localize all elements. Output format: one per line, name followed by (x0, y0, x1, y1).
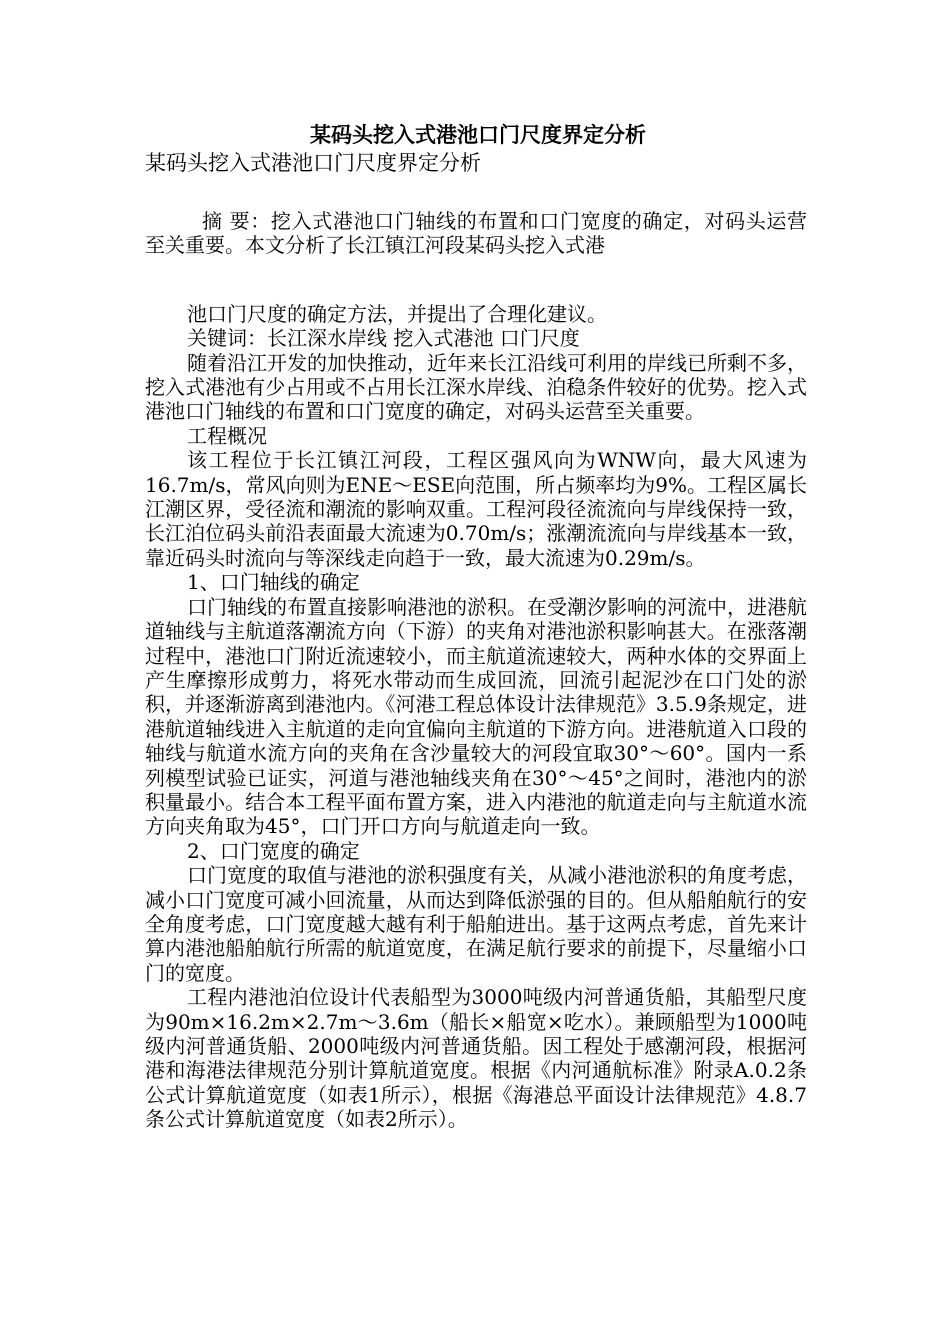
abstract-continuation: 池口门尺度的确定方法，并提出了合理化建议。 (187, 301, 607, 326)
width-paragraph: 口门宽度的取值与港池的淤积强度有关，从减小港池淤积的角度考虑，减小口门宽度可减小回流量，从而达到降低淤强的目的。但从船舶航行的安全角度考虑，口门宽度越大越有利于船舶进出。基于这两点考虑，首先来计算内港池船舶航行所需的航道宽度，在满足航行要求的前提下，尽量缩小口门的宽度。 (145, 863, 807, 985)
section-heading-overview: 工程概况 (187, 423, 267, 448)
keywords-line: 关键词：长江深水岸线 挖入式港池 口门尺度 (187, 326, 580, 351)
document-page (145, 120, 807, 1132)
document-title: 某码头挖入式港池口门尺度界定分析 (310, 122, 646, 147)
document-subtitle: 某码头挖入式港池口门尺度界定分析 (145, 151, 481, 175)
axis-paragraph: 口门轴线的布置直接影响港池的淤积。在受潮汐影响的河流中，进港航道轴线与主航道落潮流方向（下游）的夹角对港池淤积影响甚大。在涨落潮过程中，港池口门附近流速较小，而主航道流速较大，两种水体的交界面上产生摩擦形成剪力，将死水带动而生成回流，回流引起泥沙在口门处的淤积，并逐渐游离到港池内。《河港工程总体设计法律规范》3.5.9条规定，进港航道轴线进入主航道的走向宜偏向主航道的下游方向。进港航道入口段的轴线与航道水流方向的夹角在含沙量较大的河段宜取30°～60°。国内一系列模型试验已证实，河道与港池轴线夹角在30°～45°之间时，港池内的淤积量最小。结合本工程平面布置方案，进入内港池的航道走向与主航道水流方向夹角取为45°，口门开口方向与航道走向一致。 (145, 594, 807, 839)
section-heading-axis: 1、口门轴线的确定 (187, 570, 360, 595)
section-heading-width: 2、口门宽度的确定 (187, 838, 360, 863)
ship-type-paragraph: 工程内港池泊位设计代表船型为3000吨级内河普通货船，其船型尺度为90m×16.2m×2.7m～3.6m（船长×船宽×吃水）。兼顾船型为1000吨级内河普通货船、2000吨级内河普通货船。因工程处于感潮河段，根据河港和海港法律规范分别计算航道宽度。根据《内河通航标准》附录A.0.2条公式计算航道宽度（如表1所示），根据《海港总平面设计法律规范》4.8.7条公式计算航道宽度（如表2所示）。 (145, 985, 807, 1132)
overview-paragraph: 该工程位于长江镇江河段，工程区强风向为WNW向，最大风速为16.7m/s，常风向则为ENE～ESE向范围，所占频率均为9%。工程区属长江潮区界，受径流和潮流的影响双重。工程河段径流流向与岸线保持一致，长江泊位码头前沿表面最大流速为0.70m/s；涨潮流流向与岸线基本一致，靠近码头时流向与等深线走向趋于一致，最大流速为0.29m/s。 (145, 448, 807, 570)
intro-paragraph: 随着沿江开发的加快推动，近年来长江沿线可利用的岸线已所剩不多，挖入式港池有少占用或不占用长江深水岸线、泊稳条件较好的优势。挖入式港池口门轴线的布置和口门宽度的确定，对码头运营至关重要。 (145, 350, 807, 424)
abstract-paragraph: 摘 要：挖入式港池口门轴线的布置和口门宽度的确定，对码头运营至关重要。本文分析了长江镇江河段某码头挖入式港 (145, 209, 807, 258)
